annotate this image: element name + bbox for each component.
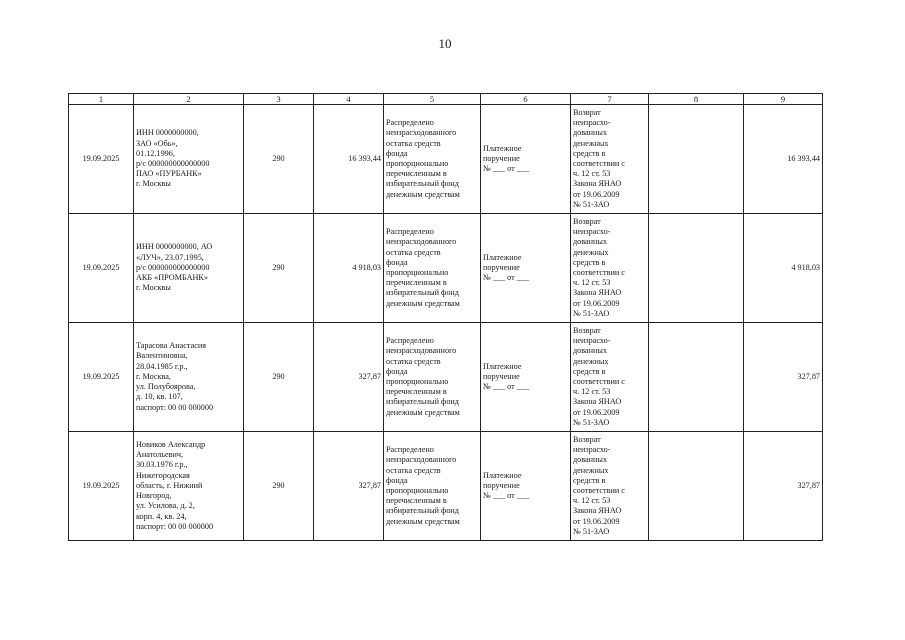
party-cell: ИНН 0000000000, ЗАО «Обь», 01.12.1996, р/с 000000000000000 ПАО «ПУРБАНК» г. Москвы — [136, 128, 210, 189]
party-cell: Тарасова Анастасия Валентиновна, 28.04.1985 г.р., г. Москва, ул. Полубоярова, д. 10, кв. 107, паспорт: 00 00 000000 — [136, 341, 214, 412]
date-cell: 19.09.2025 — [69, 323, 134, 432]
total-cell: 4 918,03 — [744, 214, 823, 323]
document-line: Платежное — [483, 143, 522, 153]
document-cell — [481, 214, 571, 323]
document-line: Платежное — [483, 470, 522, 480]
description-cell: Распределено неизрасходованного остатка средств фонда пропорционально перечисленным в избирательный фонд денежным средствам — [386, 445, 460, 526]
column-header: 4 — [314, 94, 384, 105]
total-cell: 327,87 — [744, 432, 823, 541]
document-cell — [481, 432, 571, 541]
description-cell: Распределено неизрасходованного остатка средств фонда пропорционально перечисленным в избирательный фонд денежным средствам — [386, 118, 460, 199]
column-header: 9 — [744, 94, 823, 105]
code-cell: 290 — [244, 432, 314, 541]
column-header: 6 — [481, 94, 571, 105]
amount-cell: 327,87 — [314, 432, 384, 541]
total-cell: 16 393,44 — [744, 105, 823, 214]
column-header: 2 — [134, 94, 244, 105]
code-cell: 290 — [244, 323, 314, 432]
code-cell: 290 — [244, 214, 314, 323]
table-row — [69, 214, 823, 323]
basis-cell: Возврат неизрасхо- дованных денежных средств в соответствии с ч. 12 ст. 53 Закона ЯНАО от 19.06.2009 № 51-ЗАО — [573, 107, 625, 209]
column-header: 5 — [384, 94, 481, 105]
page-number: 10 — [438, 36, 452, 51]
document-line: поручение — [483, 371, 520, 381]
document-line: поручение — [483, 262, 520, 272]
amount-cell: 16 393,44 — [314, 105, 384, 214]
column-header: 1 — [69, 94, 134, 105]
document-line: Платежное — [483, 252, 522, 262]
code-cell: 290 — [244, 105, 314, 214]
amount-cell: 4 918,03 — [314, 214, 384, 323]
date-cell: 19.09.2025 — [69, 214, 134, 323]
column-header: 3 — [244, 94, 314, 105]
document-line: № ___ от ___ — [483, 273, 530, 283]
table-row — [69, 323, 823, 432]
description-cell: Распределено неизрасходованного остатка средств фонда пропорционально перечисленным в избирательный фонд денежным средствам — [386, 336, 460, 417]
column-header: 7 — [571, 94, 649, 105]
empty-cell — [649, 105, 744, 214]
basis-cell: Возврат неизрасхо- дованных денежных средств в соответствии с ч. 12 ст. 53 Закона ЯНАО от 19.06.2009 № 51-ЗАО — [573, 325, 625, 427]
empty-cell — [649, 432, 744, 541]
document-line: поручение — [483, 480, 520, 490]
document-line: № ___ от ___ — [483, 382, 530, 392]
table-row — [69, 105, 823, 214]
date-cell: 19.09.2025 — [69, 105, 134, 214]
document-cell — [481, 105, 571, 214]
empty-cell — [649, 323, 744, 432]
document-line: № ___ от ___ — [483, 164, 530, 174]
description-cell: Распределено неизрасходованного остатка средств фонда пропорционально перечисленным в избирательный фонд денежным средствам — [386, 227, 460, 308]
table-row — [69, 432, 823, 541]
document-line: № ___ от ___ — [483, 491, 530, 501]
amount-cell: 327,87 — [314, 323, 384, 432]
document-cell — [481, 323, 571, 432]
table-header-row — [69, 94, 823, 105]
basis-cell: Возврат неизрасхо- дованных денежных средств в соответствии с ч. 12 ст. 53 Закона ЯНАО от 19.06.2009 № 51-ЗАО — [573, 434, 625, 536]
column-header: 8 — [649, 94, 744, 105]
document-line: Платежное — [483, 361, 522, 371]
date-cell: 19.09.2025 — [69, 432, 134, 541]
document-line: поручение — [483, 153, 520, 163]
empty-cell — [649, 214, 744, 323]
party-cell: ИНН 0000000000, АО «ЛУЧ», 23.07.1995, р/с 000000000000000 АКБ «ПРОМБАНК» г. Москвы — [136, 242, 213, 293]
payments-table — [68, 93, 823, 541]
party-cell: Новиков Александр Анатольевич, 30.03.1976 г.р., Нижегородская область, г. Нижний Новгород, ул. Усилова, д. 2, корп. 4, кв. 24, паспорт: 00 00 000000 — [136, 440, 214, 531]
basis-cell: Возврат неизрасхо- дованных денежных средств в соответствии с ч. 12 ст. 53 Закона ЯНАО от 19.06.2009 № 51-ЗАО — [573, 216, 625, 318]
total-cell: 327,87 — [744, 323, 823, 432]
